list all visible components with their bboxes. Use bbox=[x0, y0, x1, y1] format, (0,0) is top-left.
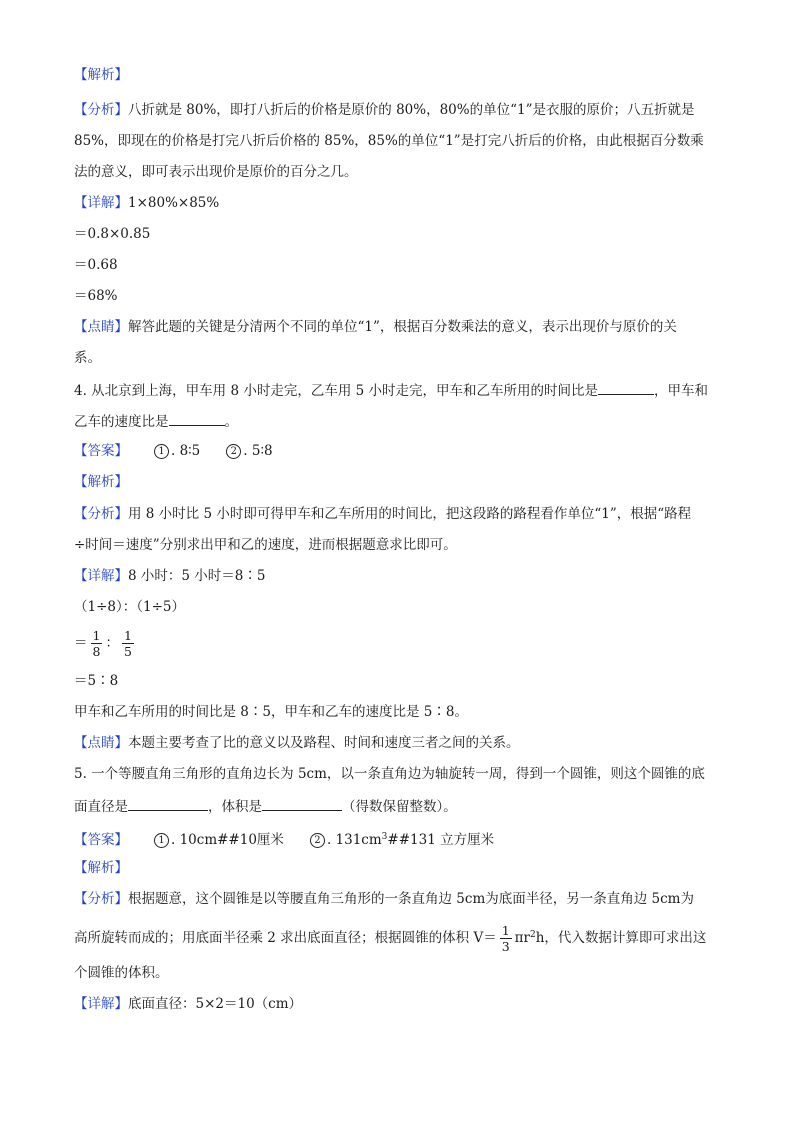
section-label-jiexi: 【解析】 bbox=[74, 860, 128, 876]
answer-value: . 5∶8 bbox=[243, 443, 273, 459]
answer-value: . $131cm^3\#\#131$ 立方厘米 bbox=[326, 832, 495, 848]
solution-line bbox=[74, 567, 265, 585]
fraction bbox=[122, 628, 134, 659]
solution-step: ＝0.68 bbox=[74, 257, 118, 273]
circled-number-icon: 1 bbox=[154, 833, 169, 848]
fraction-denominator: 3 bbox=[501, 939, 510, 954]
comment-text: 解答此题的关键是分清两个不同的单位“1”，根据百分数乘法的意义，表示出现价与原价的关 bbox=[128, 319, 677, 335]
analysis-line: 85%，即现在的价格是打完八折后价格的 85%，85%的单位“1”是打完八折后的价格，由此根据百分数乘 bbox=[74, 133, 704, 149]
question-text: 。 bbox=[224, 414, 238, 430]
answer-tag: 【答案】 bbox=[74, 443, 128, 459]
circled-number-icon: 2 bbox=[310, 833, 325, 848]
solution-tag: 【详解】 bbox=[74, 568, 128, 584]
solution-step: ＝5∶8 bbox=[74, 673, 119, 689]
question-5-line: 5. 一个等腰直角三角形的直角边长为 5cm，以一条直角边为轴旋转一周，得到一个圆锥，则这个圆锥的底 bbox=[74, 766, 705, 782]
fraction bbox=[91, 628, 103, 659]
comment-line bbox=[74, 318, 677, 336]
solution-step-fraction bbox=[74, 626, 137, 660]
solution-step: 底面直径：5×2＝10（cm） bbox=[128, 996, 303, 1012]
answer-blank[interactable] bbox=[128, 796, 208, 811]
analysis-line: 法的意义，即可表示出现价是原价的百分之几。 bbox=[74, 164, 358, 180]
analysis-tag: 【分析】 bbox=[74, 102, 128, 118]
section-label-jiexi: 【解析】 bbox=[74, 474, 128, 490]
fraction-numerator: 1 bbox=[92, 628, 101, 643]
fraction-denominator: 8 bbox=[92, 644, 101, 659]
analysis-line bbox=[74, 101, 695, 119]
solution-step: 8 小时：5 小时＝8∶5 bbox=[128, 568, 266, 584]
question-5-line bbox=[74, 796, 457, 816]
solution-step: （1÷8）：（1÷5） bbox=[74, 599, 185, 615]
solution-tag: 【详解】 bbox=[74, 195, 128, 211]
formula-text: $\pi r^2h$，代入数据计算即可求出这 bbox=[514, 930, 707, 946]
analysis-line: ÷时间＝速度”分别求出甲和乙的速度，进而根据题意求比即可。 bbox=[74, 537, 457, 553]
analysis-text: 用 8 小时比 5 小时即可得甲车和乙车所用的时间比，把这段路的路程看作单位“1”，根据“路程 bbox=[128, 506, 692, 522]
analysis-line bbox=[74, 890, 694, 908]
analysis-text: 高所旋转而成的；用底面半径乘 2 求出底面直径；根据圆锥的体积 V＝ bbox=[74, 930, 497, 946]
answer-tag: 【答案】 bbox=[74, 832, 128, 848]
analysis-line: 个圆锥的体积。 bbox=[74, 965, 169, 981]
comment-tag: 【点睛】 bbox=[74, 319, 128, 335]
fraction-denominator: 5 bbox=[123, 644, 132, 659]
answer-blank[interactable] bbox=[169, 411, 225, 426]
analysis-tag: 【分析】 bbox=[74, 506, 128, 522]
analysis-line-formula bbox=[74, 918, 706, 955]
answer-value: . 10cm##10厘米 bbox=[171, 832, 284, 848]
question-text: （得数保留整数）。 bbox=[342, 799, 457, 815]
solution-tag: 【详解】 bbox=[74, 996, 128, 1012]
question-text: 4. 从北京到上海，甲车用 8 小时走完，乙车用 5 小时走完，甲车和乙车所用的时间比是 bbox=[74, 383, 599, 399]
comment-line: 系。 bbox=[74, 350, 101, 366]
solution-step: ＝0.8×0.85 bbox=[74, 226, 151, 242]
solution-step: ＝68% bbox=[74, 288, 118, 304]
conclusion-line: 甲车和乙车所用的时间比是 8∶5，甲车和乙车的速度比是 5∶8。 bbox=[74, 704, 468, 720]
question-text: ，体积是 bbox=[208, 799, 262, 815]
comment-text: 本题主要考查了比的意义以及路程、时间和速度三者之间的关系。 bbox=[128, 735, 520, 751]
analysis-text: 八折就是 80%，即打八折后的价格是原价的 80%，80%的单位“1”是衣服的原价；八五折就是 bbox=[128, 102, 695, 118]
analysis-text: 根据题意，这个圆锥是以等腰直角三角形的一条直角边 5cm为底面半径，另一条直角边 5cm为 bbox=[128, 891, 694, 907]
circled-number-icon: 2 bbox=[226, 444, 241, 459]
equals-sign: ＝ bbox=[74, 635, 88, 651]
analysis-line bbox=[74, 505, 691, 523]
section-label-jiexi: 【解析】 bbox=[74, 67, 128, 83]
comment-line bbox=[74, 734, 520, 752]
answer-line bbox=[74, 442, 273, 460]
fraction-numerator: 1 bbox=[501, 923, 510, 938]
solution-line bbox=[74, 194, 219, 212]
answer-blank[interactable] bbox=[262, 796, 342, 811]
solution-step: 1×80%×85% bbox=[128, 195, 220, 211]
question-text: 乙车的速度比是 bbox=[74, 414, 169, 430]
question-4-line bbox=[74, 411, 238, 431]
question-4-line bbox=[74, 380, 708, 400]
answer-line bbox=[74, 828, 494, 849]
fraction-numerator: 1 bbox=[123, 628, 132, 643]
question-text: ，甲车和 bbox=[654, 383, 709, 399]
circled-number-icon: 1 bbox=[154, 444, 169, 459]
ratio-colon: ： bbox=[105, 635, 119, 651]
answer-value: . 8∶5 bbox=[171, 443, 201, 459]
analysis-tag: 【分析】 bbox=[74, 891, 128, 907]
question-text: 面直径是 bbox=[74, 799, 128, 815]
comment-tag: 【点睛】 bbox=[74, 735, 128, 751]
fraction bbox=[500, 923, 512, 954]
solution-line bbox=[74, 995, 302, 1013]
answer-blank[interactable] bbox=[598, 380, 654, 395]
